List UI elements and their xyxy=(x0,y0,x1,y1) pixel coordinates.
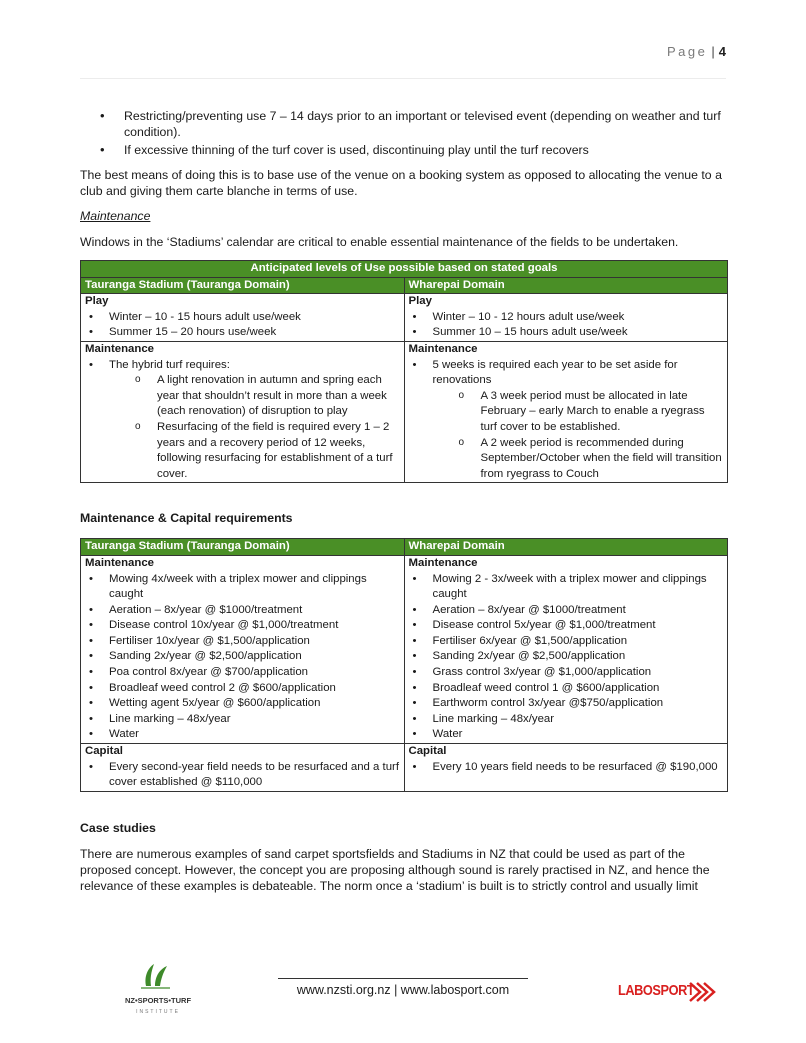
play-label: Play xyxy=(85,295,109,308)
page-header xyxy=(667,44,726,59)
page-number: 4 xyxy=(718,44,726,59)
footer-links[interactable]: www.nzsti.org.nz | www.labosport.com xyxy=(296,983,510,997)
list-item: • Winter – 10 - 15 hours adult use/week xyxy=(85,310,400,326)
list-item: • Winter – 10 - 12 hours adult use/week xyxy=(409,310,724,326)
page-body xyxy=(80,108,728,894)
list-item: • Earthworm control 3x/year @$750/application xyxy=(409,696,724,712)
list-item: • Fertiliser 10x/year @ $1,500/application xyxy=(85,634,400,650)
tauranga-play-cell xyxy=(81,294,405,342)
maintenance-label: Maintenance xyxy=(85,342,154,355)
capital-label: Capital xyxy=(408,745,447,758)
case-studies-paragraph: There are numerous examples of sand carpet sportsfields and Stadiums in NZ that could be used as part of the proposed concept. However, the concept you are proposing although sound is rarely practised in NZ, and hence the relevance of these examples is debateable. The norm once a ‘stadium’ is built is to strictly control and usually limit xyxy=(80,846,710,893)
header-rule xyxy=(80,78,726,79)
list-item: • Summer 15 – 20 hours use/week xyxy=(85,325,400,341)
list-item: • 5 weeks is required each year to be set aside for renovations xyxy=(409,358,724,389)
nz-sports-turf-institute-logo xyxy=(108,962,208,1022)
wharepai-play-cell xyxy=(404,294,728,342)
list-item: • Line marking – 48x/year xyxy=(85,712,400,728)
list-item: • Water xyxy=(85,727,400,743)
list-item: • Disease control 10x/year @ $1,000/treatment xyxy=(85,618,400,634)
list-item: • Fertiliser 6x/year @ $1,500/application xyxy=(409,634,724,650)
list-item: • Mowing 4x/week with a triplex mower and clippings caught xyxy=(85,572,400,603)
right-logo-text: LABOSPORT xyxy=(618,982,695,999)
footer-rule xyxy=(278,978,528,979)
list-item: • Water xyxy=(409,727,724,743)
left-logo-subtext: INSTITUTE xyxy=(136,1009,180,1015)
case-studies-heading: Case studies xyxy=(80,820,156,835)
tauranga-capital-cell xyxy=(81,744,405,792)
list-item: • Grass control 3x/year @ $1,000/application xyxy=(409,665,724,681)
page-word: Page xyxy=(667,44,708,59)
maintenance-label: Maintenance xyxy=(408,556,478,569)
list-item: • Sanding 2x/year @ $2,500/application xyxy=(85,649,400,665)
tauranga-maintenance-cell xyxy=(81,555,405,743)
list-item: • The hybrid turf requires: xyxy=(85,358,400,374)
maintenance-heading: Maintenance xyxy=(80,209,151,223)
capital-requirements-table xyxy=(80,538,728,792)
list-item: • If excessive thinning of the turf cover is used, discontinuing play until the turf recovers xyxy=(100,142,728,158)
list-item: • Every second-year field needs to be resurfaced and a turf cover established @ $110,000 xyxy=(85,760,400,791)
use-levels-table xyxy=(80,260,728,483)
column-header-tauranga: Tauranga Stadium (Tauranga Domain) xyxy=(81,277,405,294)
capital-heading: Maintenance & Capital requirements xyxy=(80,511,293,526)
wharepai-capital-cell xyxy=(404,744,728,792)
intro-bullet-list xyxy=(100,108,728,158)
list-item: • Disease control 5x/year @ $1,000/treatment xyxy=(409,618,724,634)
list-item: • Mowing 2 - 3x/week with a triplex mower and clippings caught xyxy=(409,572,724,603)
play-label: Play xyxy=(408,295,432,308)
list-item: • Broadleaf weed control 2 @ $600/application xyxy=(85,681,400,697)
list-item: • Every 10 years field needs to be resurfaced @ $190,000 xyxy=(409,760,724,776)
header-separator: | xyxy=(711,44,715,59)
sub-list-item: o A 2 week period is recommended during September/October when the field will transition from ryegrass to Couch xyxy=(457,436,724,483)
list-item: • Broadleaf weed control 1 @ $600/application xyxy=(409,681,724,697)
list-item: • Restricting/preventing use 7 – 14 days prior to an important or televised event (depending on weather and turf condition). xyxy=(100,108,728,140)
wharepai-maintenance-cell xyxy=(404,555,728,743)
maintenance-label: Maintenance xyxy=(408,342,478,355)
list-item: • Summer 10 – 15 hours adult use/week xyxy=(409,325,724,341)
column-header-wharepai: Wharepai Domain xyxy=(404,539,728,556)
column-header-tauranga: Tauranga Stadium (Tauranga Domain) xyxy=(81,539,405,556)
list-item: • Aeration – 8x/year @ $1000/treatment xyxy=(85,603,400,619)
windows-paragraph: Windows in the ‘Stadiums’ calendar are critical to enable essential maintenance of the fields to be undertaken. xyxy=(80,235,679,249)
table-title: Anticipated levels of Use possible based on stated goals xyxy=(81,261,728,278)
list-item: • Poa control 8x/year @ $700/application xyxy=(85,665,400,681)
list-item: • Sanding 2x/year @ $2,500/application xyxy=(409,649,724,665)
labosport-logo xyxy=(618,978,718,1008)
tauranga-maintenance-cell xyxy=(81,341,405,482)
sub-list-item: o A light renovation in autumn and spring each year that shouldn’t result in more than a week (each renovation) of disruption to play xyxy=(133,373,400,420)
capital-label: Capital xyxy=(85,745,123,758)
list-item: • Wetting agent 5x/year @ $600/application xyxy=(85,696,400,712)
maintenance-label: Maintenance xyxy=(85,556,154,569)
chevron-right-icon xyxy=(688,980,718,1004)
sub-list-item: o Resurfacing of the field is required every 1 – 2 years and a recovery period of 12 weeks, following resurfacing for establishment of a turf cover. xyxy=(133,420,400,482)
list-item: • Aeration – 8x/year @ $1000/treatment xyxy=(409,603,724,619)
sub-list-item: o A 3 week period must be allocated in late February – early March to enable a ryegrass turf cover to be established. xyxy=(457,389,724,436)
booking-paragraph: The best means of doing this is to base use of the venue on a booking system as opposed to allocating the venue to a club and giving them carte blanche in terms of use. xyxy=(80,168,722,198)
wharepai-maintenance-cell xyxy=(404,341,728,482)
column-header-wharepai: Wharepai Domain xyxy=(404,277,728,294)
list-item: • Line marking – 48x/year xyxy=(409,712,724,728)
left-logo-text: NZ•SPORTS•TURF xyxy=(124,996,192,1005)
